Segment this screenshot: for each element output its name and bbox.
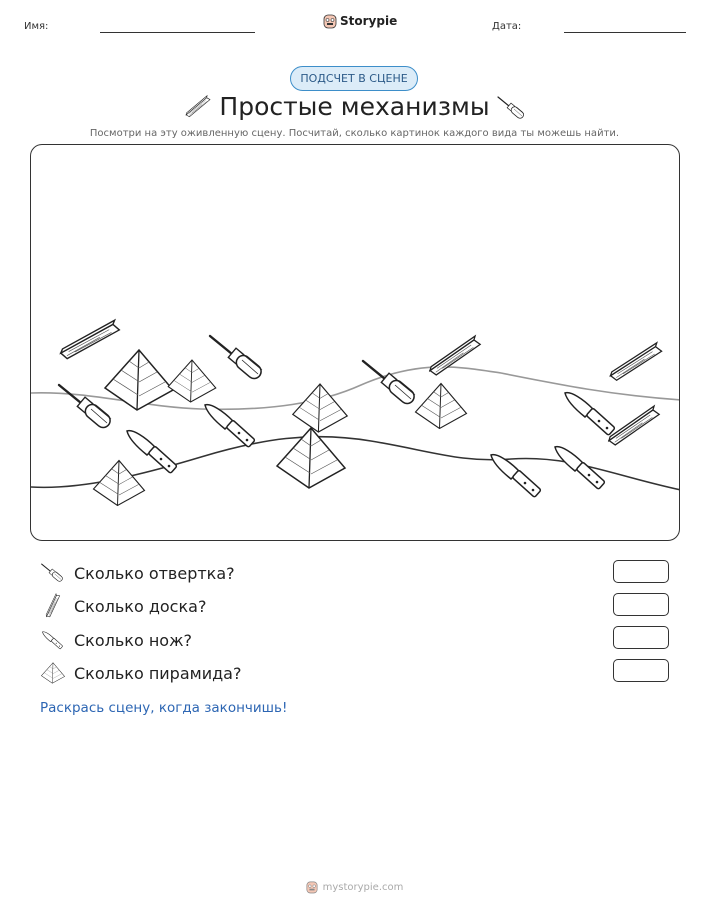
question-plank xyxy=(40,594,206,618)
brand-logo xyxy=(323,13,397,29)
screwdriver-item-1 xyxy=(210,336,264,381)
footer xyxy=(0,880,709,894)
pyramid-item-4 xyxy=(416,384,467,429)
question-text: Сколько нож? xyxy=(74,630,192,650)
counting-scene xyxy=(30,144,680,541)
plank-item-1 xyxy=(59,320,121,359)
question-screwdriver xyxy=(40,561,235,585)
footer-site[interactable]: mystorypie.com xyxy=(322,881,404,893)
scene-drawing xyxy=(31,145,680,541)
pyramid-item-3 xyxy=(293,384,347,432)
screwdriver-item-2 xyxy=(59,385,113,430)
instructions: Посмотри на эту оживленную сцену. Посчитай, сколько картинок каждого вида ты можешь найти. xyxy=(89,128,620,139)
name-field[interactable] xyxy=(100,32,255,33)
question-pyramid xyxy=(40,661,241,685)
answer-box-screwdriver[interactable] xyxy=(613,560,669,583)
date-label: Дата: xyxy=(492,21,522,32)
knife-item-4 xyxy=(491,455,541,498)
mascot-icon xyxy=(306,880,318,894)
knife-item-1 xyxy=(205,405,255,448)
question-text: Сколько пирамида? xyxy=(74,663,242,683)
answer-box-plank[interactable] xyxy=(613,593,669,616)
screwdriver-icon xyxy=(496,92,528,124)
brand-name: Storypie xyxy=(340,14,398,28)
plank-item-3 xyxy=(607,342,665,381)
pyramid-item-6 xyxy=(94,461,145,506)
knife-item-2 xyxy=(127,431,177,474)
mascot-icon xyxy=(323,13,337,29)
plank-icon xyxy=(40,593,66,619)
screwdriver-item-3 xyxy=(363,361,417,406)
date-field[interactable] xyxy=(564,32,686,33)
coloring-note: Раскрась сцену, когда закончишь! xyxy=(40,700,288,716)
question-text: Сколько отвертка? xyxy=(74,563,235,583)
question-knife xyxy=(40,628,192,652)
question-text: Сколько доска? xyxy=(74,596,207,616)
pyramid-item-1 xyxy=(105,350,173,410)
page-title: Простые механизмы xyxy=(219,92,490,121)
name-label: Имя: xyxy=(24,21,49,32)
answer-box-pyramid[interactable] xyxy=(613,659,669,682)
pyramid-icon xyxy=(40,660,66,686)
screwdriver-icon xyxy=(40,560,66,586)
knife-item-3 xyxy=(565,393,615,436)
knife-icon xyxy=(40,627,66,653)
category-badge: ПОДСЧЕТ В СЦЕНЕ xyxy=(290,66,418,91)
pyramid-item-2 xyxy=(168,360,216,402)
answer-box-knife[interactable] xyxy=(613,626,669,649)
